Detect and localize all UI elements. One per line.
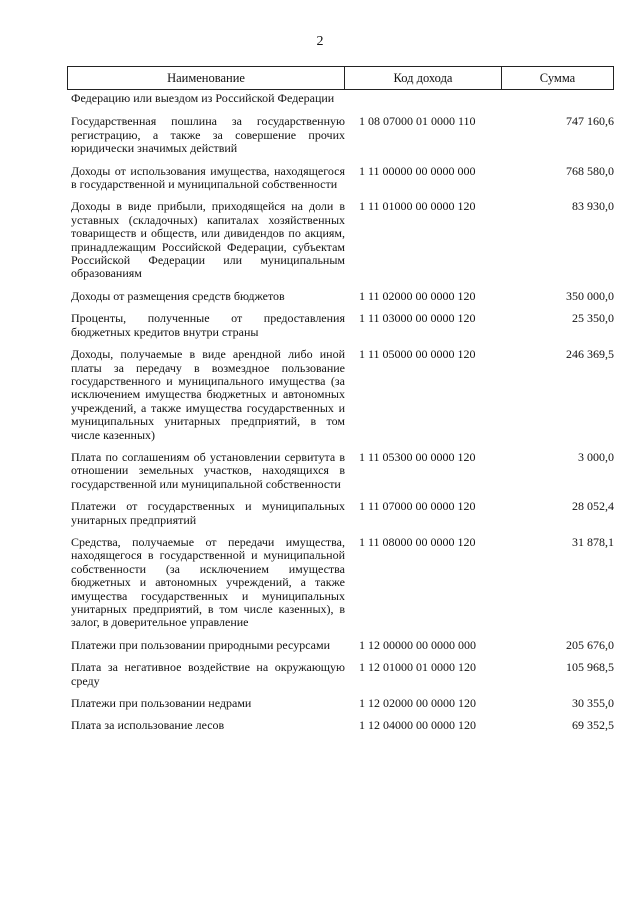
row-code: 1 11 01000 00 0000 120 [359, 199, 476, 214]
row-sum: 747 160,6 [566, 114, 614, 129]
table-row [67, 500, 614, 527]
revenue-table [67, 66, 614, 733]
row-name: Плата за использование лесов [71, 718, 225, 733]
row-code: 1 12 00000 00 0000 000 [359, 637, 476, 652]
row-sum: 768 580,0 [566, 163, 614, 178]
page-number: 2 [316, 34, 324, 49]
row-code: 1 11 08000 00 0000 120 [359, 534, 476, 549]
table-row [67, 536, 614, 630]
table-row [67, 312, 614, 339]
table-header [67, 66, 614, 90]
row-sum: 83 930,0 [572, 199, 614, 214]
table-row [67, 719, 614, 732]
row-sum: 30 355,0 [572, 696, 614, 711]
row-code: 1 11 00000 00 0000 000 [359, 163, 476, 178]
header-name: Наименование [67, 67, 345, 89]
table-row [67, 348, 614, 442]
row-sum: 105 968,5 [566, 660, 614, 675]
row-name: Плата по соглашениям об установлении сервитута в отношении земельных участков, находящихся в государственной или муниципальной собственности [71, 449, 345, 491]
table-row [67, 115, 614, 155]
continuation-code [345, 92, 509, 105]
row-name: Платежи при пользовании недрами [71, 696, 252, 711]
row-sum: 3 000,0 [578, 449, 614, 464]
row-code: 1 11 03000 00 0000 120 [359, 311, 476, 326]
continuation-sum [509, 92, 614, 105]
row-code: 1 11 05000 00 0000 120 [359, 347, 476, 362]
row-code: 1 12 04000 00 0000 120 [359, 718, 476, 733]
row-name: Платежи от государственных и муниципальных унитарных предприятий [71, 499, 345, 527]
row-sum: 350 000,0 [566, 288, 614, 303]
table-row [67, 697, 614, 710]
continuation-text: Федерацию или выездом из Российской Федерации [71, 91, 335, 105]
row-name: Платежи при пользовании природными ресурсами [71, 637, 331, 652]
row-name: Доходы в виде прибыли, приходящейся на доли в уставных (складочных) капиталах хозяйственных товариществ и обществ, или дивидендов по акциям, принадлежащим Российской Федерации, субъектам Российской Федерации или муниципальным образованиям [71, 199, 345, 281]
header-sum: Сумма [502, 67, 614, 89]
row-name: Средства, получаемые от передачи имущества, находящегося в государственной и муниципальной собственности (за исключением имущества бюджетных и автономных учреждений, а также имущества государственных и муниципальных унитарных предприятий, в том числе казенных), в залог, в доверительное управление [71, 534, 345, 630]
row-name: Доходы от размещения средств бюджетов [71, 288, 285, 303]
table-row [67, 200, 614, 280]
row-name: Доходы от использования имущества, находящегося в государственной и муниципальной собственности [71, 163, 345, 192]
row-name: Государственная пошлина за государственную регистрацию, а также за совершение прочих юридически значимых действий [71, 114, 345, 156]
row-sum: 205 676,0 [566, 637, 614, 652]
row-sum: 31 878,1 [572, 534, 614, 549]
row-code: 1 08 07000 01 0000 110 [359, 114, 476, 129]
table-row [67, 661, 614, 688]
table-row [67, 165, 614, 192]
table-row [67, 451, 614, 491]
row-name: Плата за негативное воздействие на окружающую среду [71, 660, 345, 688]
row-name: Проценты, полученные от предоставления бюджетных кредитов внутри страны [71, 311, 345, 339]
row-sum: 246 369,5 [566, 347, 614, 362]
table-row [67, 639, 614, 652]
row-sum: 25 350,0 [572, 311, 614, 326]
header-code: Код дохода [345, 67, 502, 89]
row-code: 1 12 01000 01 0000 120 [359, 660, 476, 675]
row-code: 1 11 07000 00 0000 120 [359, 499, 476, 514]
table-row [67, 290, 614, 303]
row-code: 1 11 02000 00 0000 120 [359, 288, 476, 303]
row-sum: 28 052,4 [572, 499, 614, 514]
row-code: 1 12 02000 00 0000 120 [359, 696, 476, 711]
row-sum: 69 352,5 [572, 718, 614, 733]
row-code: 1 11 05300 00 0000 120 [359, 449, 476, 464]
row-name: Доходы, получаемые в виде арендной либо иной платы за передачу в возмездное пользование государственного и муниципального имущества (за исключением имущества бюджетных и автономных учреждений, а также имущества государственных и муниципальных унитарных предприятий, в том числе казенных) [71, 347, 345, 442]
continuation-row [67, 92, 614, 105]
